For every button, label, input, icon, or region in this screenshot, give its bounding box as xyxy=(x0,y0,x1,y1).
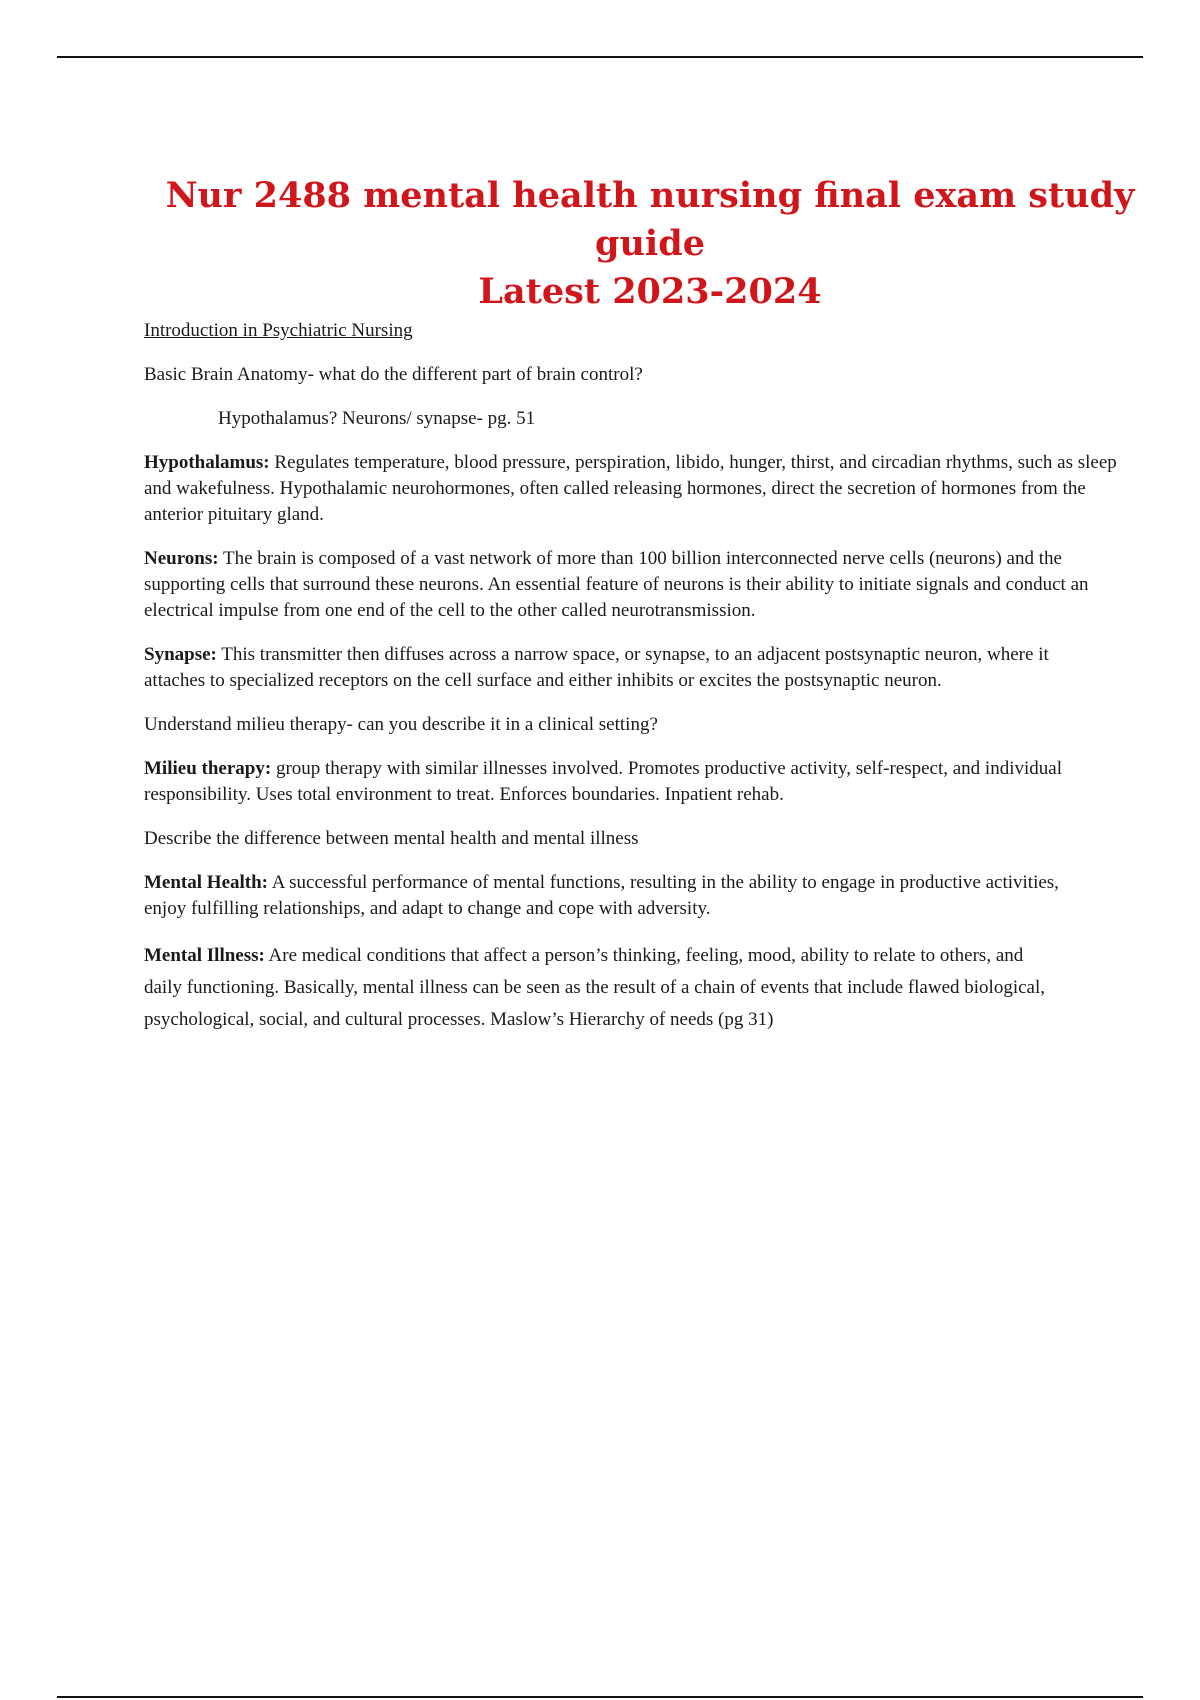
text-neurons: The brain is composed of a vast network of more than 100 billion interconnected nerve cells (neurons) and the supporting cells that surround these neurons. An essential feature of neurons is their ability to initiate signals and conduct an electrical impulse from one end of the cell to the other called neurotransmission. xyxy=(144,548,1089,621)
definition-synapse xyxy=(144,642,1064,694)
term-hypothalamus: Hypothalamus: xyxy=(144,452,270,473)
definition-mental-illness xyxy=(144,940,1064,1036)
question-brain-subtopics: Hypothalamus? Neurons/ synapse- pg. 51 xyxy=(218,408,536,429)
question-milieu-therapy: Understand milieu therapy- can you describe it in a clinical setting? xyxy=(144,714,658,735)
term-mental-health: Mental Health: xyxy=(144,872,269,893)
definition-neurons xyxy=(144,546,1134,624)
question-brain-anatomy: Basic Brain Anatomy- what do the different part of brain control? xyxy=(144,364,643,385)
text-synapse: This transmitter then diffuses across a narrow space, or synapse, to an adjacent postsynaptic neuron, where it attaches to specialized receptors on the cell surface and either inhibits or excites the postsynaptic neuron. xyxy=(144,644,1049,691)
text-hypothalamus: Regulates temperature, blood pressure, perspiration, libido, hunger, thirst, and circadian rhythms, such as sleep and wakefulness. Hypothalamic neurohormones, often called releasing hormones, direct the secretion of hormones from the anterior pituitary gland. xyxy=(144,452,1117,525)
bottom-rule xyxy=(57,1696,1143,1698)
text-mental-health: A successful performance of mental functions, resulting in the ability to engage in productive activities, enjoy fulfilling relationships, and adapt to change and cope with adversity. xyxy=(144,872,1059,919)
term-synapse: Synapse: xyxy=(144,644,217,665)
page-title xyxy=(140,172,1160,316)
title-line-2: Latest 2023-2024 xyxy=(478,271,822,312)
document-body xyxy=(144,318,1134,1054)
term-milieu-therapy: Milieu therapy: xyxy=(144,758,272,779)
definition-milieu-therapy xyxy=(144,756,1064,808)
question-health-vs-illness: Describe the difference between mental health and mental illness xyxy=(144,828,639,849)
top-rule xyxy=(57,56,1143,58)
text-mental-illness: Are medical conditions that affect a person’s thinking, feeling, mood, ability to relate to others, and daily functioning. Basically, mental illness can be seen as the result of a chain of events that include flawed biological, psychological, social, and cultural processes. Maslow’s Hierarchy of needs (pg 31) xyxy=(144,945,1045,1030)
title-line-1: Nur 2488 mental health nursing final exam study guide xyxy=(165,175,1135,264)
definition-mental-health xyxy=(144,870,1064,922)
section-heading: Introduction in Psychiatric Nursing xyxy=(144,320,413,341)
definition-hypothalamus xyxy=(144,450,1134,528)
term-mental-illness: Mental Illness: xyxy=(144,945,265,966)
term-neurons: Neurons: xyxy=(144,548,219,569)
text-milieu-therapy: group therapy with similar illnesses involved. Promotes productive activity, self-respect, and individual responsibility. Uses total environment to treat. Enforces boundaries. Inpatient rehab. xyxy=(144,758,1062,805)
